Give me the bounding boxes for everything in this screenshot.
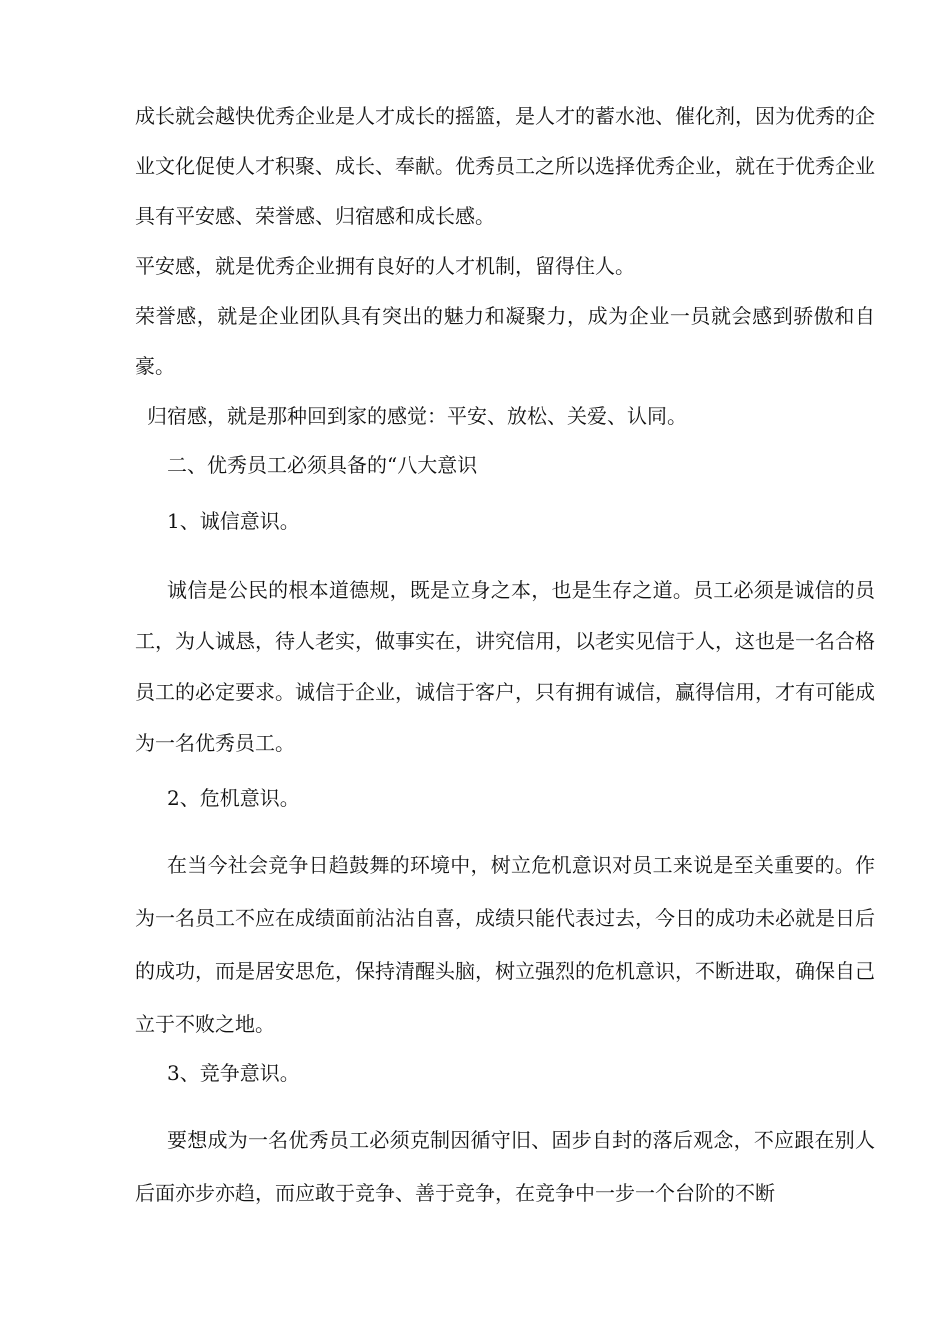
- paragraph-safety: 平安感，就是优秀企业拥有良好的人才机制，留得住人。: [135, 254, 635, 278]
- item-heading-crisis: 2、危机意识。: [167, 786, 300, 810]
- item-heading-competition: 3、竞争意识。: [167, 1061, 300, 1085]
- paragraph-honor: 荣誉感，就是企业团队具有突出的魅力和凝聚力，成为企业一员就会感到骄傲和自豪。: [135, 304, 875, 378]
- paragraph-intro: 成长就会越快优秀企业是人才成长的摇篮，是人才的蓄水池、催化剂，因为优秀的企业文化促使人才积聚、成长、奉献。优秀员工之所以选择优秀企业，就在于优秀企业具有平安感、荣誉感、归宿感和成长感。: [135, 104, 875, 228]
- item-heading-integrity: 1、诚信意识。: [167, 509, 300, 533]
- paragraph-belonging: 归宿感，就是那种回到家的感觉：平安、放松、关爱、认同。: [147, 404, 687, 428]
- paragraph-competition: 要想成为一名优秀员工必须克制因循守旧、固步自封的落后观念，不应跟在别人后面亦步亦趋，而应敢于竞争、善于竞争，在竞争中一步一个台阶的不断: [135, 1128, 875, 1205]
- section-heading-eight-awareness: 二、优秀员工必须具备的“八大意识: [167, 453, 478, 477]
- paragraph-crisis: 在当今社会竞争日趋鼓舞的环境中，树立危机意识对员工来说是至关重要的。作为一名员工不应在成绩面前沾沾自喜，成绩只能代表过去，今日的成功未必就是日后的成功，而是居安思危，保持清醒头脑，树立强烈的危机意识，不断进取，确保自己立于不败之地。: [135, 853, 875, 1036]
- paragraph-integrity: 诚信是公民的根本道德规，既是立身之本，也是生存之道。员工必须是诚信的员工，为人诚恳，待人老实，做事实在，讲究信用，以老实见信于人，这也是一名合格员工的必定要求。诚信于企业，诚信于客户，只有拥有诚信，赢得信用，才有可能成为一名优秀员工。: [135, 578, 875, 755]
